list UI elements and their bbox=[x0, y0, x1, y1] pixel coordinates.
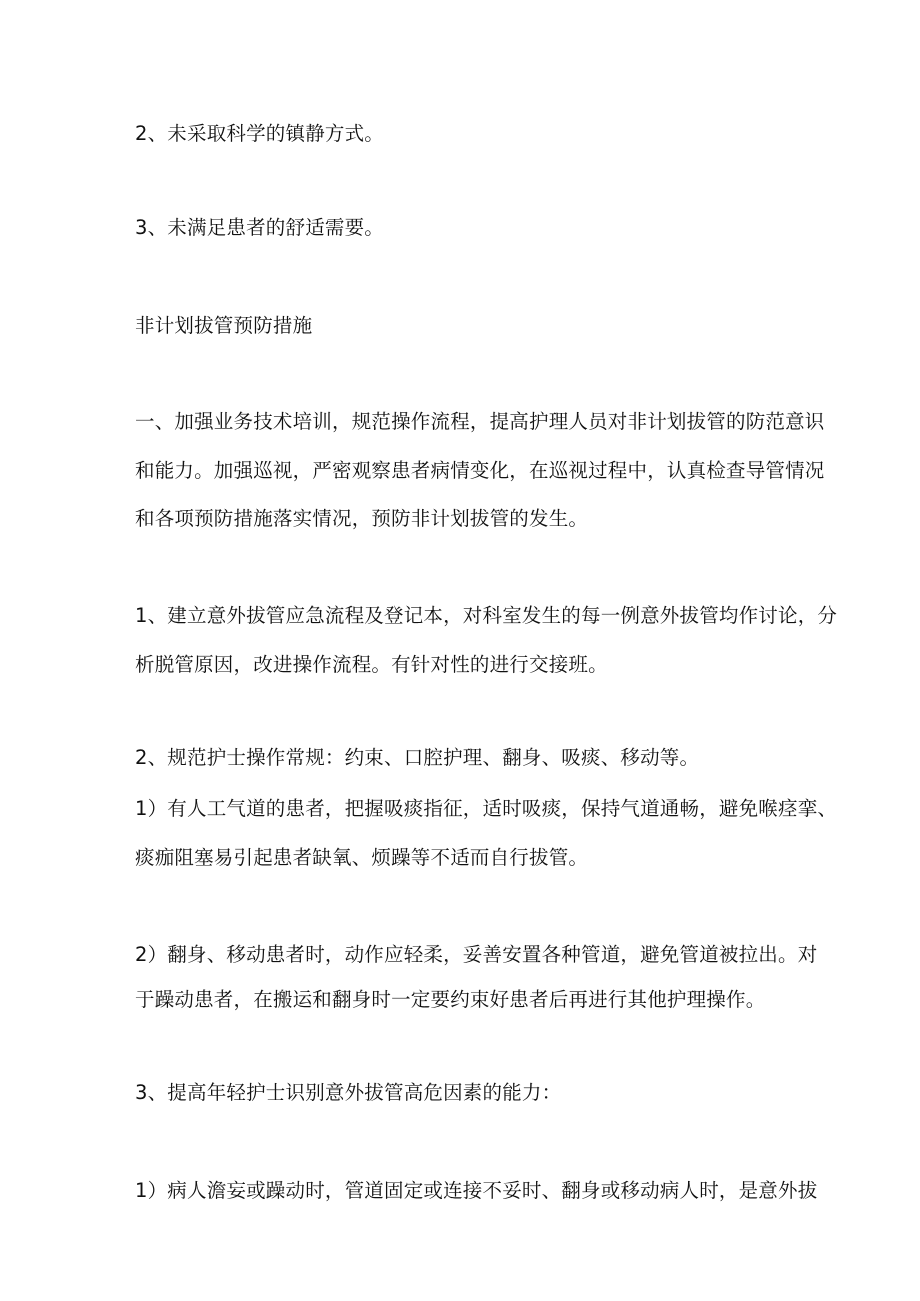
text-line-cause-3: 3、未满足患者的舒适需要。 bbox=[135, 216, 385, 239]
section-heading: 非计划拔管预防措施 bbox=[135, 314, 313, 337]
text-line-sub-3-1: 1）病人澹妄或躁动时，管道固定或连接不妥时、翻身或移动病人时，是意外拔 bbox=[135, 1179, 818, 1202]
text-line-measure-1b: 和能力。加强巡视，严密观察患者病情变化，在巡视过程中，认真检查导管情况 bbox=[135, 459, 825, 482]
text-line-cause-2: 2、未采取科学的镇静方式。 bbox=[135, 122, 385, 145]
text-line-sub-2a: 2）翻身、移动患者时，动作应轻柔，妥善安置各种管道，避免管道被拉出。对 bbox=[135, 943, 818, 966]
text-line-measure-1a: 一、加强业务技术培训，规范操作流程，提高护理人员对非计划拔管的防范意识 bbox=[135, 410, 825, 433]
text-line-sub-1b: 痰痂阻塞易引起患者缺氧、烦躁等不适而自行拔管。 bbox=[135, 846, 589, 869]
text-line-sub-1a: 1）有人工气道的患者，把握吸痰指征，适时吸痰，保持气道通畅，避免喉痉挛、 bbox=[135, 797, 838, 820]
text-line-item-3: 3、提高年轻护士识别意外拔管高危因素的能力： bbox=[135, 1081, 562, 1104]
text-line-measure-1c: 和各项预防措施落实情况，预防非计划拔管的发生。 bbox=[135, 507, 589, 530]
text-line-item-1a: 1、建立意外拔管应急流程及登记本，对科室发生的每一例意外拔管均作讨论，分 bbox=[135, 604, 838, 627]
text-line-item-1b: 析脱管原因，改进操作流程。有针对性的进行交接班。 bbox=[135, 653, 608, 676]
text-line-item-2: 2、规范护士操作常规：约束、口腔护理、翻身、吸痰、移动等。 bbox=[135, 746, 700, 769]
text-line-sub-2b: 于躁动患者，在搬运和翻身时一定要约束好患者后再进行其他护理操作。 bbox=[135, 988, 766, 1011]
